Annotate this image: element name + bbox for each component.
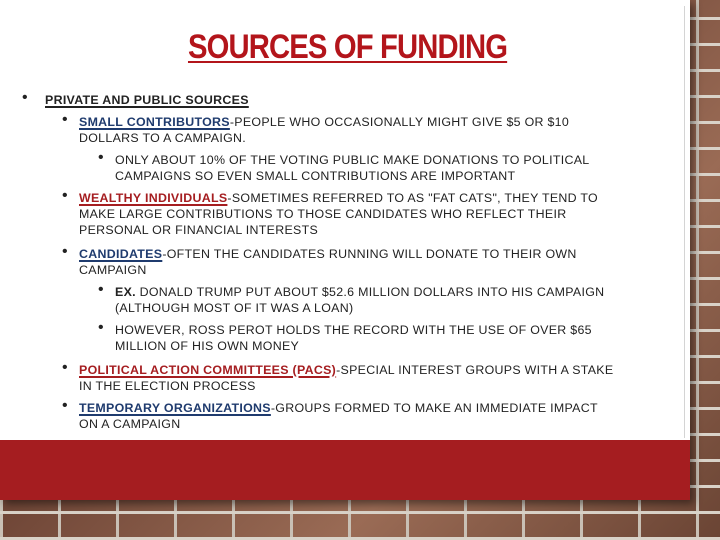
temporary-organizations-item	[79, 400, 598, 432]
candidates-subitem-trump	[115, 284, 604, 316]
temporary-line2: ON A CAMPAIGN	[79, 417, 181, 431]
wealthy-line1: -SOMETIMES REFERRED TO AS "FAT CATS", THEY TEND TO	[227, 191, 598, 205]
small-sub-line1: ONLY ABOUT 10% OF THE VOTING PUBLIC MAKE DONATIONS TO POLITICAL	[115, 153, 590, 167]
wealthy-line2: MAKE LARGE CONTRIBUTIONS TO THOSE CANDIDATES WHO REFLECT THEIR	[79, 207, 567, 221]
level1-heading-text: PRIVATE AND PUBLIC SOURCES	[45, 93, 249, 107]
wealthy-individuals-term: WEALTHY INDIVIDUALS	[79, 191, 228, 205]
example-term: EX.	[115, 285, 136, 299]
bullet-icon: •	[98, 281, 104, 298]
trump-line1: DONALD TRUMP PUT ABOUT $52.6 MILLION DOLLARS INTO HIS CAMPAIGN	[135, 285, 605, 299]
pacs-line2: IN THE ELECTION PROCESS	[79, 379, 256, 393]
small-sub-line2: CAMPAIGNS SO EVEN SMALL CONTRIBUTIONS ARE IMPORTANT	[115, 169, 516, 183]
small-contributors-subitem	[115, 152, 589, 184]
slide-title: SOURCES OF FUNDING	[188, 28, 508, 66]
candidates-line2: CAMPAIGN	[79, 263, 147, 277]
pacs-item	[79, 362, 613, 394]
bullet-icon: •	[98, 149, 104, 166]
temporary-organizations-term: TEMPORARY ORGANIZATIONS	[79, 401, 271, 415]
perot-line2: MILLION OF HIS OWN MONEY	[115, 339, 300, 353]
pacs-line1: -SPECIAL INTEREST GROUPS WITH A STAKE	[336, 363, 614, 377]
bullet-icon: •	[62, 243, 68, 260]
candidates-subitem-perot	[115, 322, 592, 354]
small-contributors-line2: DOLLARS TO A CAMPAIGN.	[79, 131, 247, 145]
bullet-icon: •	[62, 359, 68, 376]
perot-line1: HOWEVER, ROSS PEROT HOLDS THE RECORD WITH THE USE OF OVER $65	[115, 323, 592, 337]
trump-line2: (ALTHOUGH MOST OF IT WAS A LOAN)	[115, 301, 354, 315]
bullet-icon: •	[22, 89, 28, 106]
slide-bottom-band	[0, 440, 690, 500]
candidates-line1: -OFTEN THE CANDIDATES RUNNING WILL DONATE TO THEIR OWN	[162, 247, 577, 261]
small-contributors-line1: -PEOPLE WHO OCCASIONALLY MIGHT GIVE $5 OR $10	[229, 115, 570, 129]
candidates-item	[79, 246, 577, 278]
pacs-term: POLITICAL ACTION COMMITTEES (PACS)	[79, 363, 337, 377]
wealthy-line3: PERSONAL OR FINANCIAL INTERESTS	[79, 223, 319, 237]
bullet-icon: •	[62, 397, 68, 414]
bullet-icon: •	[62, 187, 68, 204]
small-contributors-item	[79, 114, 569, 146]
bullet-icon: •	[98, 319, 104, 336]
wealthy-individuals-item	[79, 190, 598, 238]
level1-heading	[45, 92, 249, 108]
bullet-icon: •	[62, 111, 68, 128]
temporary-line1: -GROUPS FORMED TO MAKE AN IMMEDIATE IMPACT	[270, 401, 598, 415]
candidates-term: CANDIDATES	[79, 247, 163, 261]
small-contributors-term: SMALL CONTRIBUTORS	[79, 115, 230, 129]
